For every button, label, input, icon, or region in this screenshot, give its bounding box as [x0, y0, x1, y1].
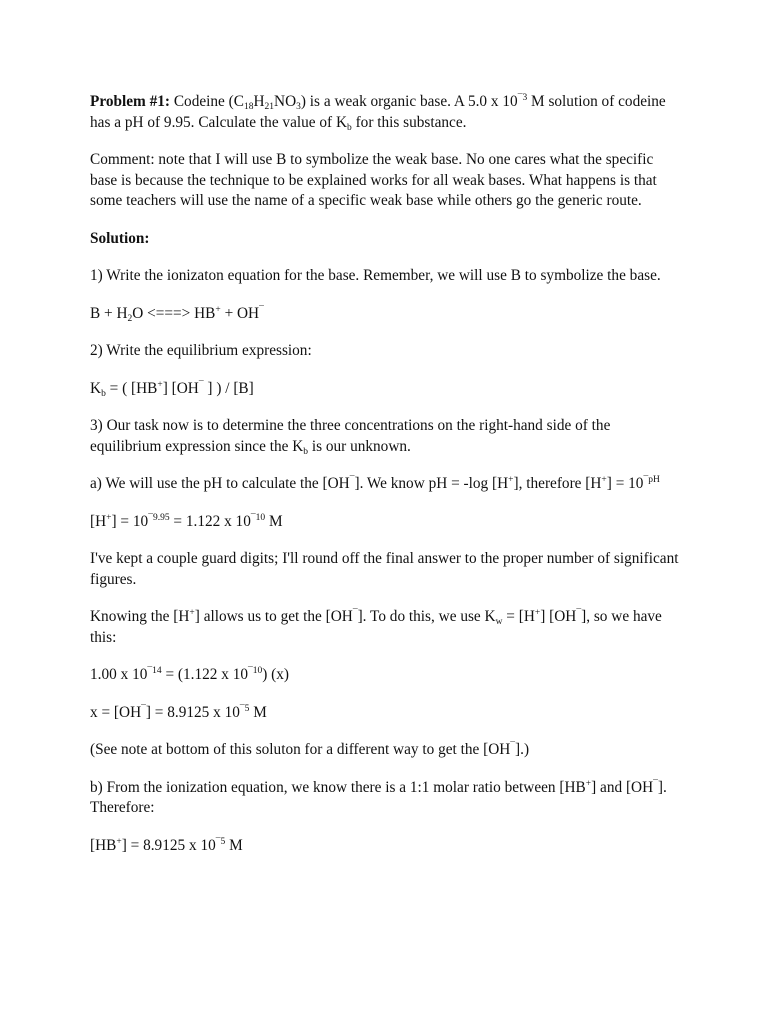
- equilibrium-expression: $K_b$ = ( [HB+] [OH¯ ] ) / [B]: [90, 379, 254, 399]
- ionization-equation: $B + H_2O$ <===> HB+ + OH¯: [90, 304, 264, 324]
- step-1: 1) Write the ionizaton equation for the base. Remember, we will use B to symbolize the base.: [90, 267, 661, 284]
- step-3b: b) From the ionization equation, we know there is a 1:1 molar ratio between [HB+] and [OH¯]. Therefore:: [90, 778, 667, 816]
- problem-label: Problem #1:: [90, 93, 171, 110]
- step-3: 3) Our task now is to determine the three concentrations on the right-hand side of the equilibrium expression since the $K_b$ is our unknown.: [90, 417, 611, 457]
- step-2: 2) Write the equilibrium expression:: [90, 342, 312, 359]
- step-3a: a) We will use the pH to calculate the [OH¯]. We know pH = -log [H+], therefore $[H^+] = 10^{¯pH}$: [90, 475, 660, 492]
- comment-paragraph: Comment: note that I will use B to symbolize the weak base. No one cares what the specific base is because the technique to be explained works for all weak bases. What happens is that some teachers will use the name of a specific weak base while others go the generic route.: [90, 151, 657, 209]
- guard-digits-note: I've kept a couple guard digits; I'll round off the final answer to the proper number of significant figures.: [90, 550, 679, 588]
- solution-heading: Solution:: [90, 229, 150, 247]
- hb-result: [HB+] = 8.9125 x $10^{¯5}$ M: [90, 836, 243, 854]
- kw-paragraph: Knowing the [H+] allows us to get the [OH¯]. To do this, we use $K_w = [H^+]$ [OH¯], so we have this:: [90, 608, 662, 646]
- hydroxide-result: x = [OH¯] = 8.9125 x $10^{¯5}$ M: [90, 703, 267, 721]
- problem-statement: Problem #1: Codeine $(C_{18}H_{21}NO_3)$ is a weak organic base. A 5.0 x $10^{¯3}$ M solution of codeine has a pH of 9.95. Calculate the value of $K_b$ for this substance.: [90, 93, 666, 133]
- hydrogen-ion-equation: $[H^+] = 10^{¯9.95} = 1.122$ x $10^{¯10}$ M: [90, 512, 283, 530]
- kw-equation: 1.00 x $10^{¯14} = (1.122$ x $10^{¯10}$) (x): [90, 666, 290, 683]
- see-note: (See note at bottom of this soluton for a different way to get the [OH¯].): [90, 741, 530, 758]
- document-body: [90, 92, 680, 873]
